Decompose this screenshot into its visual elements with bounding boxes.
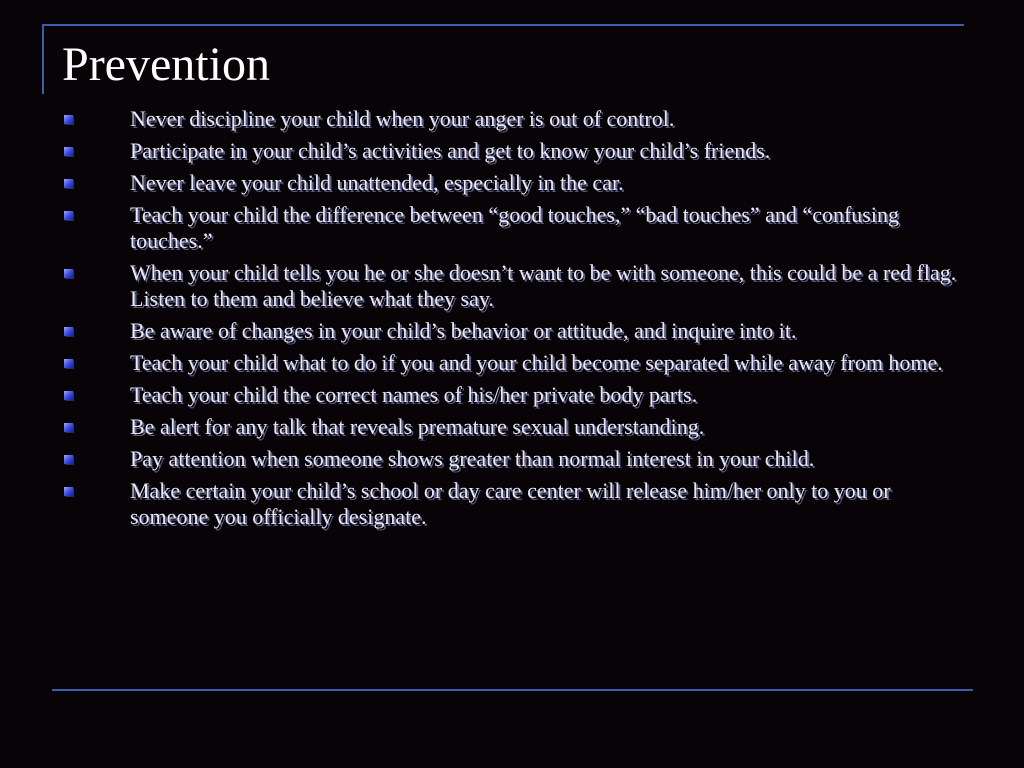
bullet-text: Be aware of changes in your child’s behavior or attitude, and inquire into it. (130, 318, 797, 343)
bullet-text: Never discipline your child when your anger is out of control. (130, 106, 675, 131)
bullet-text: Participate in your child’s activities and get to know your child’s friends. (130, 138, 771, 163)
bullet-item (62, 138, 962, 164)
square-bullet-icon (64, 423, 73, 432)
bullet-text: When your child tells you he or she doesn’t want to be with someone, this could be a red flag. Listen to them and believe what they say. (130, 260, 957, 311)
bullet-item (62, 414, 962, 440)
left-divider (42, 24, 44, 94)
bullet-text: Be alert for any talk that reveals premature sexual understanding. (130, 414, 705, 439)
bullet-item (62, 260, 962, 312)
square-bullet-icon (64, 115, 73, 124)
square-bullet-icon (64, 327, 73, 336)
square-bullet-icon (64, 455, 73, 464)
bottom-divider (52, 689, 973, 691)
square-bullet-icon (64, 147, 73, 156)
bullet-item (62, 202, 962, 254)
bullet-item (62, 106, 962, 132)
bullet-item (62, 170, 962, 196)
bullet-item (62, 350, 962, 376)
slide-title: Prevention (62, 38, 270, 91)
bullet-text: Teach your child the difference between “good touches,” “bad touches” and “confusing touches.” (130, 202, 899, 253)
bullet-item (62, 446, 962, 472)
square-bullet-icon (64, 487, 73, 496)
top-divider (42, 24, 964, 26)
bullet-text: Make certain your child’s school or day care center will release him/her only to you or someone you officially designate. (130, 478, 891, 529)
bullet-item (62, 478, 962, 530)
square-bullet-icon (64, 211, 73, 220)
square-bullet-icon (64, 359, 73, 368)
bullet-item (62, 318, 962, 344)
bullet-item (62, 382, 962, 408)
bullet-text: Teach your child the correct names of his/her private body parts. (130, 382, 698, 407)
bullet-list (62, 106, 962, 536)
bullet-text: Pay attention when someone shows greater than normal interest in your child. (130, 446, 815, 471)
square-bullet-icon (64, 179, 73, 188)
square-bullet-icon (64, 391, 73, 400)
bullet-text: Teach your child what to do if you and your child become separated while away from home. (130, 350, 943, 375)
bullet-text: Never leave your child unattended, especially in the car. (130, 170, 624, 195)
square-bullet-icon (64, 269, 73, 278)
